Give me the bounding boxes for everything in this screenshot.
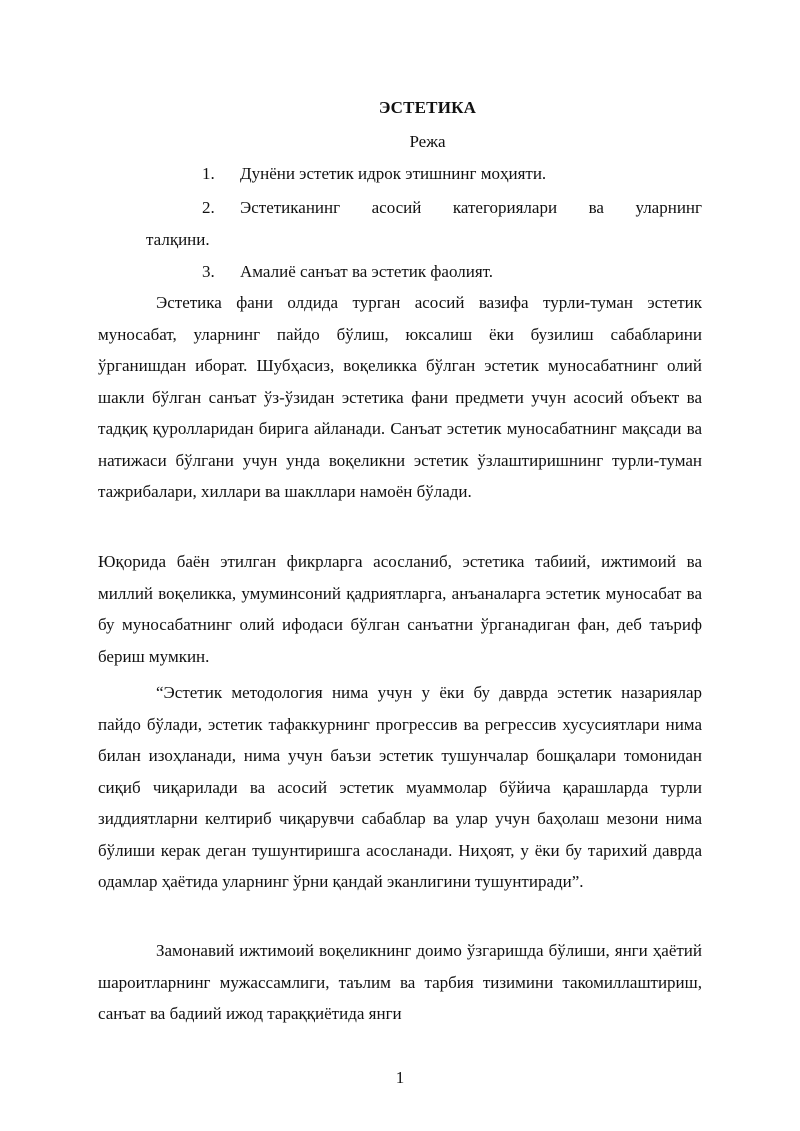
document-title: ЭСТЕТИКА: [378, 98, 477, 117]
body-paragraph-4: Замонавий ижтимоий воқеликнинг доимо ўзгаришда бўлиши, янги ҳаётий шароитларнинг мужассамлиги, таълим ва тарбия тизимини такомиллаштириш, санъат ва бадиий ижод тараққиётида янги: [98, 941, 702, 1023]
plan-item-continuation-text: талқини.: [146, 230, 210, 249]
body-paragraph-3: “Эстетик методология нима учун у ёки бу даврда эстетик назариялар пайдо бўлади, эстетик тафаккурнинг прогрессив ва регрессив хусусиятлари нима билан изоҳланади, нима учун баъзи эстетик тушунчалар бошқалари томонидан сиқиб чиқарилади ва асосий эстетик муаммолар бўйича қарашларда турли зиддиятларни келтириб чиқарувчи сабаблар ва улар учун баҳолаш мезони нима бўлиши керак деган тушунтиришга асосланади. Ниҳоят, у ёки бу тарихий даврда одамлар ҳаётида уларнинг ўрни қандай эканлигини тушунтиради”.: [98, 683, 702, 891]
document-subtitle: Режа: [409, 132, 446, 151]
body-paragraph-2: Юқорида баён этилган фикрларга асосланиб, эстетика табиий, ижтимоий ва миллий воқеликка, умуминсоний қадриятларга, анъаналарга эстетик муносабат ва бу муносабатнинг олий ифодаси бўлган санъатни ўрганадиган фан, деб таъриф бериш мумкин.: [98, 552, 702, 666]
plan-item-number: 3.: [202, 262, 215, 281]
body-paragraph-1: Эстетика фани олдида турган асосий вазифа турли-туман эстетик муносабат, уларнинг пайдо бўлиш, юксалиш ёки бузилиш сабабларини ўрганишдан иборат. Шубҳасиз, воқеликка бўлган эстетик муносабатнинг олий шакли бўлган санъат ўз-ўзидан эстетика фани предмети учун асосий объект ва тадқиқ қуролларидан бирига айланади. Санъат эстетик муносабатнинг мақсади ва натижаси бўлгани учун унда воқеликни эстетик ўзлаштиришнинг турли-туман тажрибалари, хиллари ва шакллари намоён бўлади.: [98, 293, 702, 501]
plan-item-number: 1.: [202, 164, 215, 183]
plan-item-number: 2.: [202, 198, 215, 217]
plan-item-text: Дунёни эстетик идрок этишнинг моҳияти.: [240, 164, 547, 183]
page-number: 1: [395, 1068, 405, 1087]
plan-item-text: Эстетиканинг асосий категориялари ва уларнинг: [240, 198, 702, 217]
plan-item-text: Амалиё санъат ва эстетик фаолият.: [240, 262, 494, 281]
